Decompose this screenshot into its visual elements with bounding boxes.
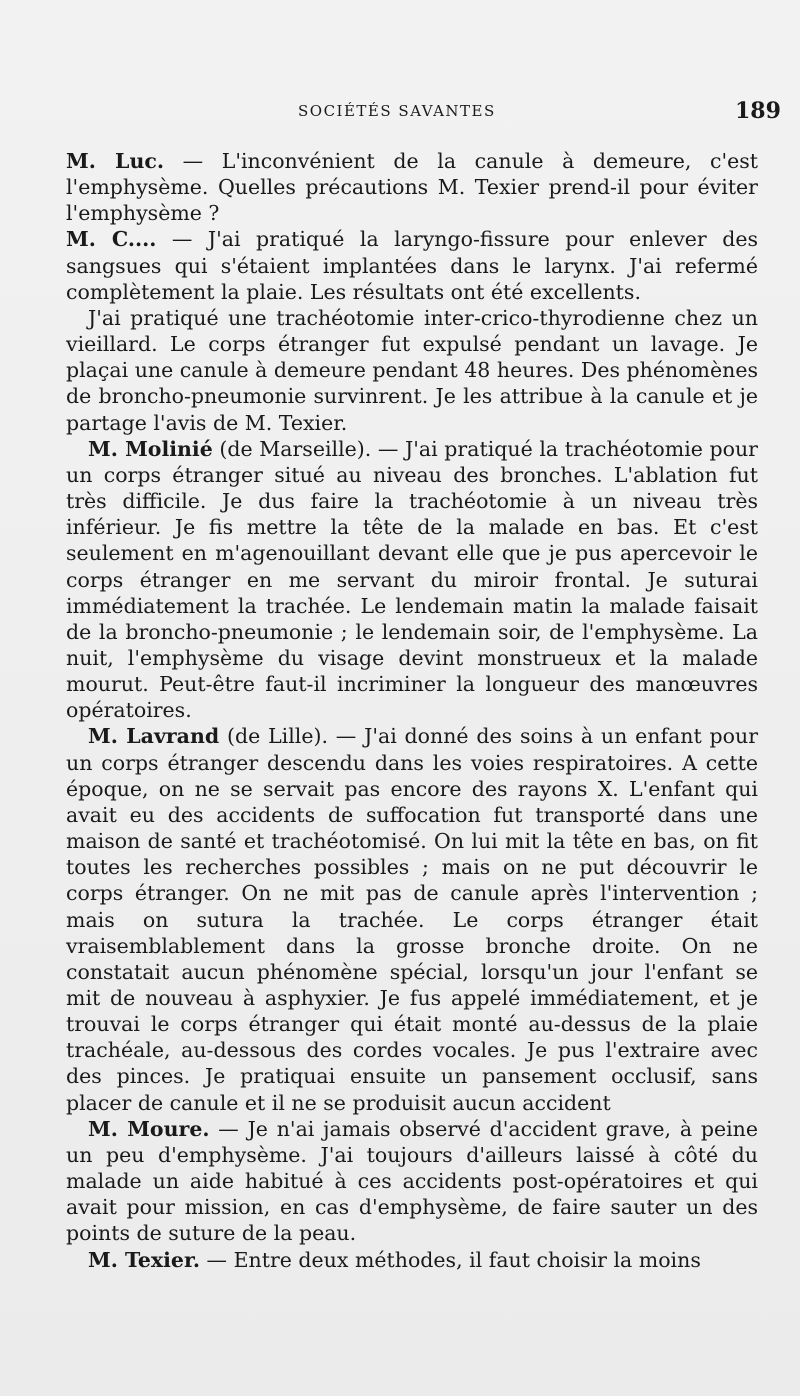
paragraph-texier <box>66 1247 758 1273</box>
speaker-name: M. Texier. <box>88 1247 201 1272</box>
speaker-name: M. Moure. <box>88 1116 210 1141</box>
speaker-name: M. Luc. <box>66 149 164 173</box>
speaker-name: M. C.... <box>66 227 157 252</box>
speaker-name: M. Lavrand <box>88 724 220 749</box>
paragraph-text: — Entre deux méthodes, il faut choisir la moins <box>200 1247 701 1272</box>
paragraph-moure <box>66 1116 758 1247</box>
paragraph-luc <box>66 148 758 226</box>
running-header <box>0 98 800 128</box>
paragraph-text: J'ai pratiqué une trachéotomie inter-crico-thyrodienne chez un vieillard. Le corps étranger fut expulsé pendant un lavage. Je plaçai une canule à demeure pendant 48 heures. Des phénomènes de broncho-pneumonie survinrent. Je les attribue à la canule et je partage l'avis de M. Texier. <box>66 305 758 435</box>
paragraph-text: (de Marseille). — J'ai pratiqué la trachéotomie pour un corps étranger situé au niveau des bronches. L'ablation fut très difficile. Je dus faire la trachéotomie à un niveau très inférieur. Je fis mettre la tête de la malade en bas. Et c'est seulement en m'agenouillant devant elle que je pus apercevoir le corps étranger en me servant du miroir frontal. Je suturai immédiatement la trachée. Le lendemain matin la malade faisait de la broncho-pneumonie ; le lendemain soir, de l'emphysème. La nuit, l'emphysème du visage devint monstrueux et la malade mourut. Peut-être faut-il incriminer la longueur des manœuvres opératoires. <box>66 436 758 723</box>
paragraph-molinie <box>66 436 758 724</box>
paragraph-text: — J'ai pratiqué la laryngo-fissure pour enlever des sangsues qui s'étaient implantées dans le larynx. J'ai refermé complètement la plaie. Les résultats ont été excellents. <box>66 227 758 304</box>
paragraph-text: — Je n'ai jamais observé d'accident grave, à peine un peu d'emphysème. J'ai toujours d'ailleurs laissé à côté du malade un aide habitué à ces accidents post-opératoires et qui avait pour mission, en cas d'emphysème, de faire sauter un des points de suture de la peau. <box>66 1116 758 1246</box>
paragraph-c-continued <box>66 305 758 436</box>
speaker-name: M. Molinié <box>88 436 213 461</box>
paragraph-text: (de Lille). — J'ai donné des soins à un enfant pour un corps étranger descendu dans les voies respiratoires. A cette époque, on ne se servait pas encore des rayons X. L'enfant qui avait eu des accidents de suffocation fut transporté dans une maison de santé et trachéotomisé. On lui mit la tête en bas, on fit toutes les recherches possibles ; mais on ne put découvrir le corps étranger. On ne mit pas de canule après l'intervention ; mais on sutura la trachée. Le corps étranger était vraisemblablement dans la grosse bronche droite. On ne constatait aucun phénomène spécial, lorsqu'un jour l'enfant se mit de nouveau à asphyxier. Je fus appelé immédiatement, et je trouvai le corps étranger qui était monté au-dessus de la plaie trachéale, au-dessous des cordes vocales. Je pus l'extraire avec des pinces. Je pratiquai ensuite un pansement occlusif, sans placer de canule et il ne se produisit aucun accident <box>66 724 759 1115</box>
page-number: 189 <box>735 98 781 124</box>
body-text <box>66 148 758 1273</box>
paragraph-c <box>66 226 758 304</box>
paragraph-lavrand <box>66 723 758 1115</box>
running-title: SOCIÉTÉS SAVANTES <box>298 102 496 120</box>
paragraph-text: — L'inconvénient de la canule à demeure, c'est l'emphysème. Quelles précautions M. Texier prend-il pour éviter l'emphysème ? <box>66 149 758 226</box>
